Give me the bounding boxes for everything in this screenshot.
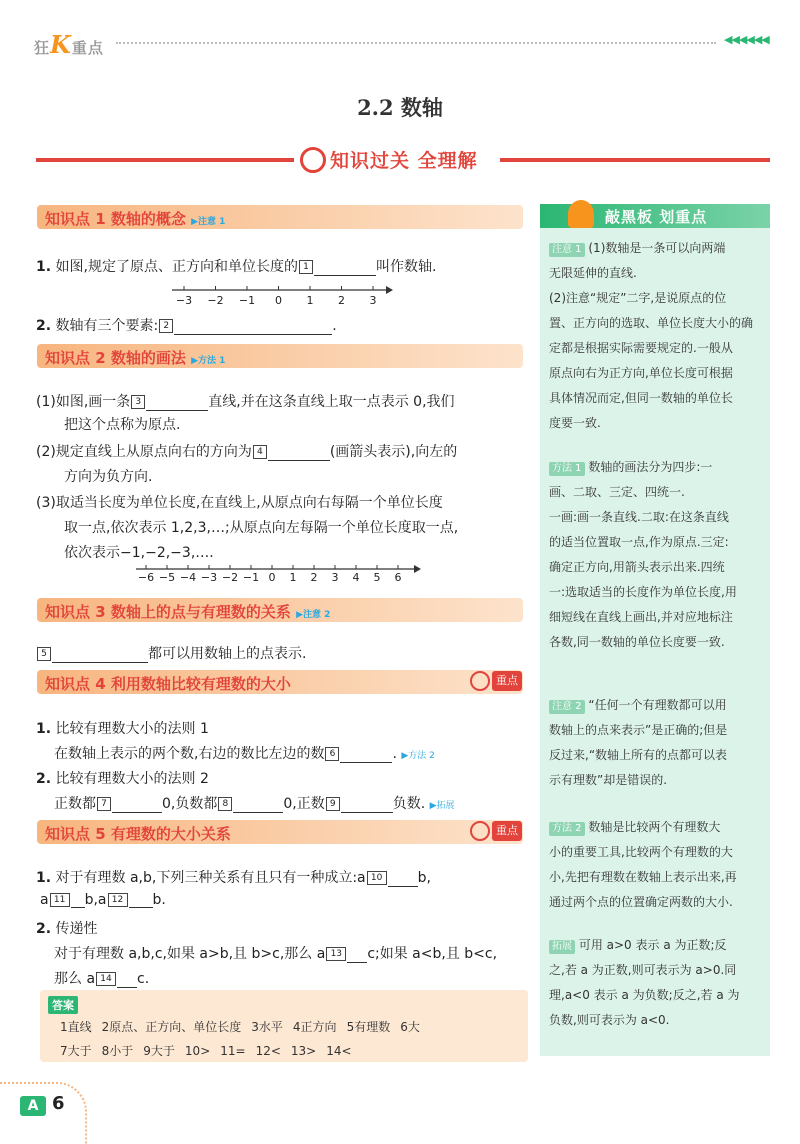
answer-box: 4 [253,445,267,459]
sidebar-line: 一:选取适当的长度作为单位长度,用 [549,585,737,599]
kp5-q1: 1. 对于有理数 a,b,下列三种关系有且只有一种成立:a 10 b, [36,870,431,886]
answer-label: 答案 [48,996,78,1014]
answer-item: 13> [290,1044,317,1058]
axis-tick-label: 5 [373,571,381,584]
kp2-p3: (3)取适当长度为单位长度,在直线上,从原点向右每隔一个单位长度 [36,495,443,511]
axis-tick-label: 3 [369,294,377,307]
answer-box: 9 [326,797,340,811]
note-2 [549,693,767,793]
axis-tick-label: 6 [394,571,402,584]
answer-item: 12< [255,1044,281,1058]
sidebar-line: 小的重要工具,比较两个有理数的大 [549,845,733,859]
kp2-p2: (2)规定直线上从原点向右的方向为 4 (画箭头表示),向左的 [36,444,458,460]
kp2-title: 知识点 2 数轴的画法 ▶方法 1 [45,349,226,367]
answer-box: 12 [108,893,128,907]
answer-item: 7大于 [60,1044,92,1058]
answer-item: 3水平 [251,1020,283,1034]
axis-tick-label: 2 [310,571,318,584]
number-line-1 [172,280,394,310]
sidebar-line: 原点向右为正方向,单位长度可根据 [549,366,733,380]
answer-box: 5 [37,647,51,661]
answer-item: 8小于 [101,1044,134,1058]
sidebar-line: 理,a<0 表示 a 为负数;反之,若 a 为 [549,988,740,1002]
number-line-2 [136,561,422,587]
sidebar-line: 的适当位置取一点,作为原点.三定: [549,535,729,549]
axis-tick-label: −1 [242,571,260,584]
kp4-rule2-body: 正数都 7 0,负数都 8 0,正数 9 负数. ▶拓展 [54,796,455,812]
method-tag: ▶方法 2 [401,751,435,761]
answer-box: 1 [299,260,313,274]
book-icon: A [20,1096,46,1116]
answer-item: 14< [326,1044,352,1058]
section-banner: 知识过关 全理解 [330,150,478,172]
sidebar-badge: 注意 2 [549,700,585,714]
answer-item: 6大 [400,1020,420,1034]
kp4-rule2-title: 2. 比较有理数大小的法则 2 [36,771,209,787]
banner-rule-left [36,158,294,162]
kp2-p3-cont1: 取一点,依次表示 1,2,3,…;从原点向左每隔一个单位长度取一点, [64,520,459,536]
answer-box: 14 [96,972,116,986]
sidebar-line: 通过两个点的位置确定两数的大小. [549,895,733,909]
kp5-q2-body: 对于有理数 a,b,c,如果 a>b,且 b>c,那么 a 13 c;如果 a<b,且 b<c, [54,946,498,962]
sidebar-line: 各数,同一数轴的单位长度要一致. [549,635,725,649]
sidebar-badge: 方法 2 [549,822,585,836]
page-title: 2.2 数轴 [357,95,443,120]
axis-tick-label: −4 [179,571,197,584]
kp4-rule1-body: 在数轴上表示的两个数,右边的数比左边的数 6 . ▶方法 2 [54,746,435,762]
answer-box: 13 [326,947,346,961]
axis-tick-label: 3 [331,571,339,584]
sidebar-badge: 方法 1 [549,462,585,476]
target-icon [470,671,490,691]
note-1 [549,236,767,436]
answer-item: 2原点、正方向、单位长度 [101,1020,242,1034]
sidebar-line: (2)注意“规定”二字,是说原点的位 [549,291,727,305]
axis-tick-label: −2 [221,571,239,584]
answer-item: 5有理数 [346,1020,391,1034]
answer-box: 10 [367,871,387,885]
answer-item: 9大于 [143,1044,175,1058]
axis-tick-label: 1 [306,294,314,307]
sidebar-title: 敲黑板 划重点 [605,208,708,226]
sidebar-line: 拓展 可用 a>0 表示 a 为正数;反 [549,933,767,958]
sidebar-line: 之,若 a 为正数,则可表示为 a>0.同 [549,963,737,977]
axis-tick-label: −5 [158,571,176,584]
answer-box: 7 [97,797,111,811]
sidebar-line: 小,先把有理数在数轴上表示出来,再 [549,870,737,884]
kp2-p3-cont2: 依次表示−1,−2,−3,…. [64,545,214,561]
sidebar-line: 画、二取、三定、四统一. [549,485,685,499]
kp4-title: 知识点 4 利用数轴比较有理数的大小 [45,675,291,693]
answer-box: 3 [131,395,145,409]
sidebar-line: 确定正方向,用箭头表示出来.四统 [549,560,725,574]
key-point-badge: 重点 [470,671,522,693]
kp1-title: 知识点 1 数轴的概念 ▶注意 1 [45,210,226,228]
kp2-p1: (1)如图,画一条 3 直线,并在这条直线上取一点表示 0,我们 [36,394,455,410]
sidebar-line: 注意 2 “任何一个有理数都可以用 [549,693,767,718]
brand-logo: 狂K重点 [34,30,104,59]
answer-row-1 [60,1018,430,1035]
axis-tick-label: 4 [352,571,360,584]
banner-rule-right [500,158,770,162]
kp5-q2-cont: 那么 a 14 c. [54,971,150,987]
answer-box: 6 [325,747,339,761]
sidebar-line: 度要一致. [549,416,601,430]
extension-tag: ▶拓展 [429,801,455,811]
sidebar-line: 具体情况而定,但同一数轴的单位长 [549,391,733,405]
sidebar-line: 反过来,“数轴上所有的点都可以表 [549,748,728,762]
answer-box: 8 [218,797,232,811]
answer-box: 11 [50,893,70,907]
kp1-tag: ▶注意 1 [191,217,226,227]
sidebar-line: 注意 1 (1)数轴是一条可以向两端 [549,236,767,261]
axis-tick-label: 2 [338,294,345,307]
axis-tick-label: −1 [238,294,256,307]
key-point-badge: 重点 [470,821,522,843]
kp1-line2: 2. 数轴有三个要素: 2 . [36,318,337,334]
kp5-q2-title: 2. 传递性 [36,921,98,937]
kp2-p2-cont: 方向为负方向. [64,469,153,485]
answer-box: 2 [159,319,173,333]
sidebar-line: 数轴上的点来表示”是正确的;但是 [549,723,728,737]
answer-item: 1直线 [60,1020,92,1034]
kp4-rule1-title: 1. 比较有理数大小的法则 1 [36,721,209,737]
answer-item: 4正方向 [292,1020,337,1034]
teacher-figure-icon [568,200,594,228]
axis-tick-label: 0 [275,294,282,307]
axis-tick-label: −3 [175,294,193,307]
axis-tick-label: 0 [268,571,276,584]
answer-item: 11= [220,1044,246,1058]
header-arrows-icon: ◀◀◀◀◀◀ [724,33,769,46]
sidebar-line: 示有理数”却是错误的. [549,773,668,787]
method-2 [549,815,767,915]
axis-tick-label: −6 [137,571,155,584]
kp2-tag: ▶方法 1 [191,356,226,366]
kp5-q1-cont: a 11 b,a 12 b. [40,892,166,908]
extension [549,933,767,1033]
kp2-p1-cont: 把这个点称为原点. [64,417,181,433]
banner-swirl-icon [300,147,326,173]
sidebar-line: 方法 1 数轴的画法分为四步:一 [549,455,767,480]
sidebar-line: 负数,则可表示为 a<0. [549,1013,670,1027]
sidebar-line: 方法 2 数轴是比较两个有理数大 [549,815,767,840]
kp3-tag: ▶注意 2 [296,610,331,620]
answer-item: 10> [184,1044,211,1058]
kp1-line1: 1. 如图,规定了原点、正方向和单位长度的 1 叫作数轴. [36,259,437,275]
kp5-title: 知识点 5 有理数的大小关系 [45,825,231,843]
header-divider [116,42,716,44]
sidebar-line: 细短线在直线上画出,并对应地标注 [549,610,733,624]
method-1 [549,455,767,655]
target-icon [470,821,490,841]
sidebar-line: 无限延伸的直线. [549,266,637,280]
axis-tick-label: −2 [207,294,224,307]
sidebar-line: 定都是根据实际需要规定的.一般从 [549,341,733,355]
sidebar-badge: 拓展 [549,940,575,954]
sidebar-line: 一画:画一条直线.二取:在这条直线 [549,510,729,524]
page-number: 6 [52,1093,65,1114]
axis-tick-label: 1 [289,571,297,584]
sidebar-line: 置、正方向的选取、单位长度大小的确 [549,316,754,330]
axis-tick-label: −3 [200,571,218,584]
answer-row-2 [60,1042,362,1059]
sidebar-badge: 注意 1 [549,243,585,257]
kp3-line: 5 都可以用数轴上的点表示. [36,643,306,663]
kp3-title: 知识点 3 数轴上的点与有理数的关系 ▶注意 2 [45,603,331,621]
